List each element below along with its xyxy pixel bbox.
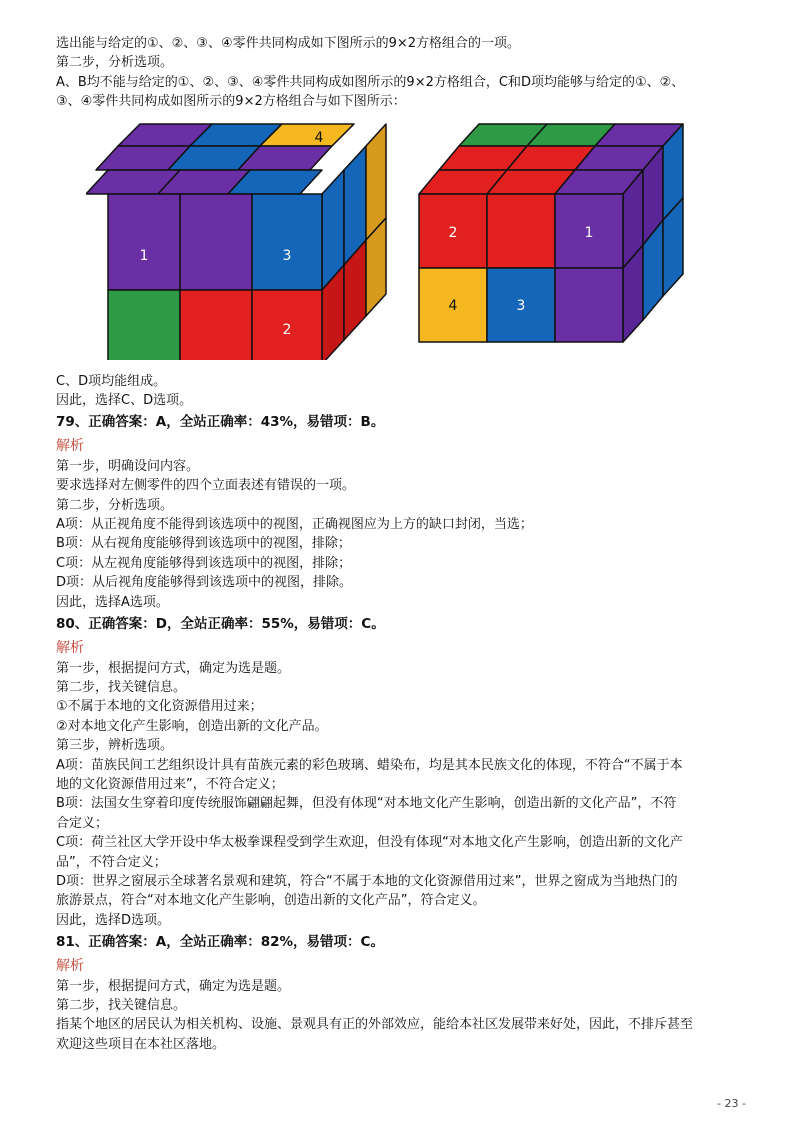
left-cube-assembly: [86, 120, 416, 360]
text-line: 第二步，找关键信息。: [56, 998, 187, 1013]
text-line: C项：荷兰社区大学开设中华太极拳课程受到学生欢迎，但没有体现“对本地文化产生影响，创造出新的文化产: [56, 835, 683, 851]
jiexi-label: 解析: [56, 437, 84, 454]
piece-label: 4: [314, 129, 324, 146]
piece-label: 3: [516, 297, 526, 314]
piece-label: 1: [139, 247, 149, 264]
text-line: 地的文化资源借用过来”，不符合定义；: [56, 776, 284, 792]
text-line: 第二步，找关键信息。: [56, 679, 187, 695]
text-line: 因此，选择A选项。: [56, 594, 169, 610]
text-line: A项：苗族民间工艺组织设计具有苗族元素的彩色玻璃、蜡染布，均是其本民族文化的体现，不符合“不属于本: [56, 757, 683, 773]
answer-header: 81、正确答案：A，全站正确率：82%，易错项：C。: [56, 934, 384, 951]
text-line: B项：法国女生穿着印度传统服饰翩翩起舞，但没有体现“对本地文化产生影响，创造出新的文化产品”，不符: [56, 796, 677, 812]
page-number: - 23 -: [717, 1097, 746, 1110]
piece-label: 1: [584, 224, 594, 241]
text-line: ①不属于本地的文化资源借用过来；: [56, 699, 263, 715]
text-line: 欢迎这些项目在本社区落地。: [56, 1036, 226, 1052]
intro-block: [56, 34, 756, 112]
text-line: 第二步，分析选项。: [56, 497, 174, 513]
answer-header: 80、正确答案：D，全站正确率：55%，易错项：C。: [56, 616, 385, 633]
text-line: 要求选择对左侧零件的四个立面表述有错误的一项。: [56, 478, 356, 494]
piece-label: 3: [282, 247, 292, 264]
text-line: A、B均不能与给定的①、②、③、④零件共同构成如图所示的9×2方格组合，C和D项均能够与给定的①、②、: [56, 74, 685, 90]
jiexi-label: 解析: [56, 957, 84, 974]
text-line: 选出能与给定的①、②、③、④零件共同构成如下图所示的9×2方格组合的一项。: [56, 36, 521, 51]
text-line: A项：从正视角度不能得到该选项中的视图，正确视图应为上方的缺口封闭，当选；: [56, 517, 533, 533]
text-line: 第一步，明确设问内容。: [56, 458, 200, 474]
text-line: 第二步，分析选项。: [56, 55, 174, 71]
text-line: 第三步，辨析选项。: [56, 738, 174, 754]
text-line: 合定义；: [56, 815, 109, 831]
text-line: C、D项均能组成。: [56, 373, 167, 389]
question-81: [56, 933, 756, 1054]
text-line: 指某个地区的居民认为相关机构、设施、景观具有正的外部效应，能给本社区发展带来好处，因此，不排斥甚至: [56, 1017, 694, 1033]
piece-label: 4: [448, 297, 458, 314]
question-80: [56, 615, 756, 930]
text-line: D项：从后视角度能够得到该选项中的视图，排除。: [56, 575, 353, 591]
right-cube-assembly: [401, 120, 701, 360]
after-figure-block: [56, 372, 756, 411]
text-line: 第一步，根据提问方式，确定为选是题。: [56, 660, 291, 676]
text-line: C项：从左视角度能够得到该选项中的视图，排除；: [56, 555, 352, 571]
cube-figures: [56, 120, 756, 368]
text-line: ③、④零件共同构成如图所示的9×2方格组合与如下图所示：: [56, 94, 406, 110]
text-line: 品”，不符合定义；: [56, 854, 167, 870]
jiexi-label: 解析: [56, 639, 84, 656]
piece-label: 2: [448, 224, 458, 241]
piece-label: 2: [282, 321, 292, 338]
text-line: 第一步，根据提问方式，确定为选是题。: [56, 978, 291, 994]
text-line: 因此，选择D选项。: [56, 912, 171, 928]
text-line: D项：世界之窗展示全球著名景观和建筑，符合“不属于本地的文化资源借用过来”，世界之窗成为当地热门的: [56, 873, 678, 889]
text-line: 旅游景点，符合“对本地文化产生影响，创造出新的文化产品”，符合定义。: [56, 893, 486, 909]
text-line: 因此，选择C、D选项。: [56, 393, 193, 409]
text-line: B项：从右视角度能够得到该选项中的视图，排除；: [56, 536, 351, 552]
text-line: ②对本地文化产生影响，创造出新的文化产品。: [56, 718, 328, 734]
question-79: [56, 413, 756, 612]
document-page: [56, 34, 756, 1054]
answer-header: 79、正确答案：A，全站正确率：43%，易错项：B。: [56, 414, 385, 431]
